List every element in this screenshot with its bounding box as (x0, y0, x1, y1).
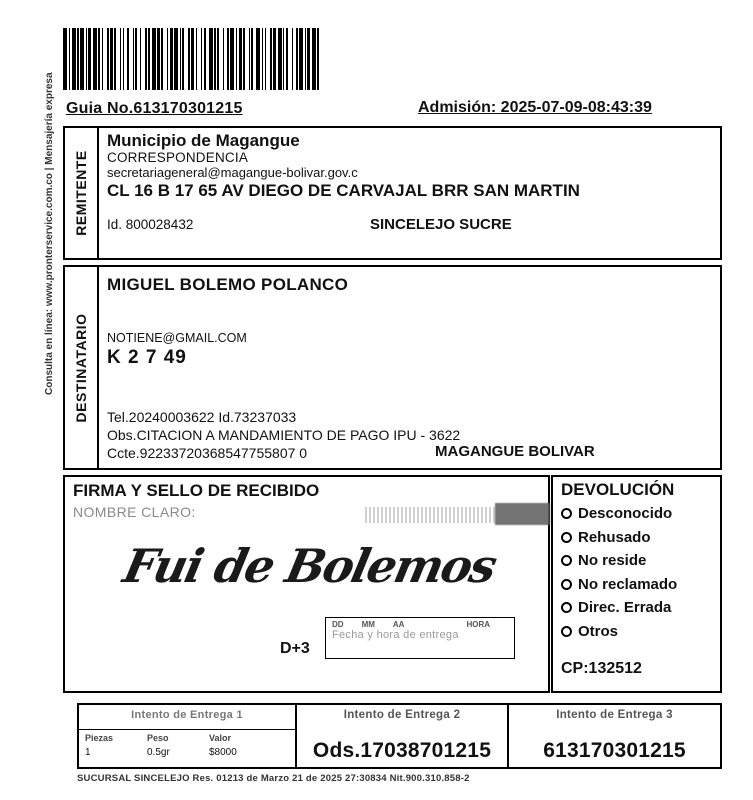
parcel-details (79, 729, 295, 758)
signature-box (63, 475, 550, 693)
value-label: Valor (209, 733, 232, 743)
radio-icon[interactable] (561, 626, 572, 637)
attempt-2-column (297, 705, 509, 767)
barcode (63, 28, 663, 90)
return-option-5[interactable] (561, 623, 677, 640)
sender-name: Municipio de Magangue (107, 131, 300, 150)
guia-number-bottom: 613170301215 (543, 739, 686, 762)
return-option-label: Otros (578, 622, 619, 640)
sender-email: secretariageneral@magangue-bolivar.gov.c (107, 165, 358, 181)
ink-smudge (365, 507, 496, 523)
delivery-datetime-box (325, 617, 515, 659)
ink-blot (495, 503, 550, 525)
return-option-1[interactable] (561, 529, 677, 546)
dd-label: DD (332, 620, 344, 629)
recipient-account: Ccte.92233720368547755807 0 (107, 445, 308, 461)
radio-icon[interactable] (561, 555, 572, 566)
delivery-datetime-label: Fecha y hora de entrega (332, 629, 459, 641)
mm-label: MM (361, 620, 375, 629)
return-option-label: No reclamado (578, 575, 678, 593)
attempt-2-title: Intento de Entrega 2 (343, 709, 461, 721)
ods-number: Ods.17038701215 (312, 739, 492, 762)
return-option-2[interactable] (561, 552, 677, 569)
attempt-3-title: Intento de Entrega 3 (556, 709, 673, 721)
attempt-1-title: Intento de Entrega 1 (131, 709, 243, 721)
pieces-label: Piezas (85, 733, 114, 743)
return-option-4[interactable] (561, 599, 677, 616)
recipient-box (63, 265, 722, 470)
sender-address: CL 16 B 17 65 AV DIEGO DE CARVAJAL BRR SAN MARTIN (107, 180, 580, 200)
return-option-0[interactable] (561, 505, 677, 522)
return-option-3[interactable] (561, 576, 677, 593)
recipient-route-code: K 2 7 49 (107, 347, 187, 368)
signature-title: FIRMA Y SELLO DE RECIBIDO (73, 481, 320, 500)
admission-timestamp: Admisión: 2025-07-09-08:43:39 (418, 99, 652, 116)
sender-box (63, 126, 722, 260)
return-options-list (561, 505, 677, 646)
recipient-observations: Obs.CITACION A MANDAMIENTO DE PAGO IPU - 3622 (107, 427, 461, 443)
radio-icon[interactable] (561, 579, 572, 590)
sender-dependency: CORRESPONDENCIA (107, 149, 249, 165)
radio-icon[interactable] (561, 602, 572, 613)
return-option-label: Rehusado (578, 528, 651, 546)
recipient-email: NOTIENE@GMAIL.COM (107, 331, 247, 345)
guia-number: Guia No.613170301215 (66, 100, 243, 117)
weight-value: 0.5gr (147, 747, 170, 758)
handwritten-signature: Fui de Bolemos (118, 539, 501, 593)
sender-id: Id. 800028432 (107, 216, 194, 232)
delivery-days: D+3 (280, 640, 310, 657)
radio-icon[interactable] (561, 532, 572, 543)
return-option-label: No reside (578, 552, 647, 569)
return-option-label: Direc. Errada (578, 599, 672, 616)
clear-name-label: NOMBRE CLARO: (73, 504, 196, 520)
weight-label: Peso (147, 733, 169, 743)
return-title: DEVOLUCIÓN (561, 480, 675, 499)
sender-city: SINCELEJO SUCRE (370, 216, 512, 233)
recipient-side-label: DESTINATARIO (65, 267, 99, 468)
recipient-city: MAGANGUE BOLIVAR (435, 443, 595, 460)
attempt-1-column (79, 705, 297, 767)
delivery-attempts-table (77, 703, 722, 769)
hora-label: HORA (466, 620, 491, 629)
recipient-phone-id: Tel.20240003622 Id.73237033 (107, 409, 297, 425)
attempt-3-column (509, 705, 720, 767)
legal-footer: SUCURSAL SINCELEJO Res. 01213 de Marzo 21 de 2025 27:30834 Nit.900.310.858-2 (77, 773, 470, 784)
recipient-name: MIGUEL BOLEMO POLANCO (107, 275, 349, 294)
sender-side-label: REMITENTE (65, 128, 99, 258)
online-tracking-note: Consulta en línea: www.pronterservice.com.co | Mensajería expresa (44, 72, 55, 395)
return-reasons-box (551, 475, 722, 693)
pieces-value: 1 (85, 747, 91, 758)
radio-icon[interactable] (561, 508, 572, 519)
postal-code: CP:132512 (561, 660, 642, 677)
aa-label: AA (392, 620, 405, 629)
value-amount: $8000 (209, 747, 237, 758)
return-option-label: Desconocido (578, 505, 673, 522)
